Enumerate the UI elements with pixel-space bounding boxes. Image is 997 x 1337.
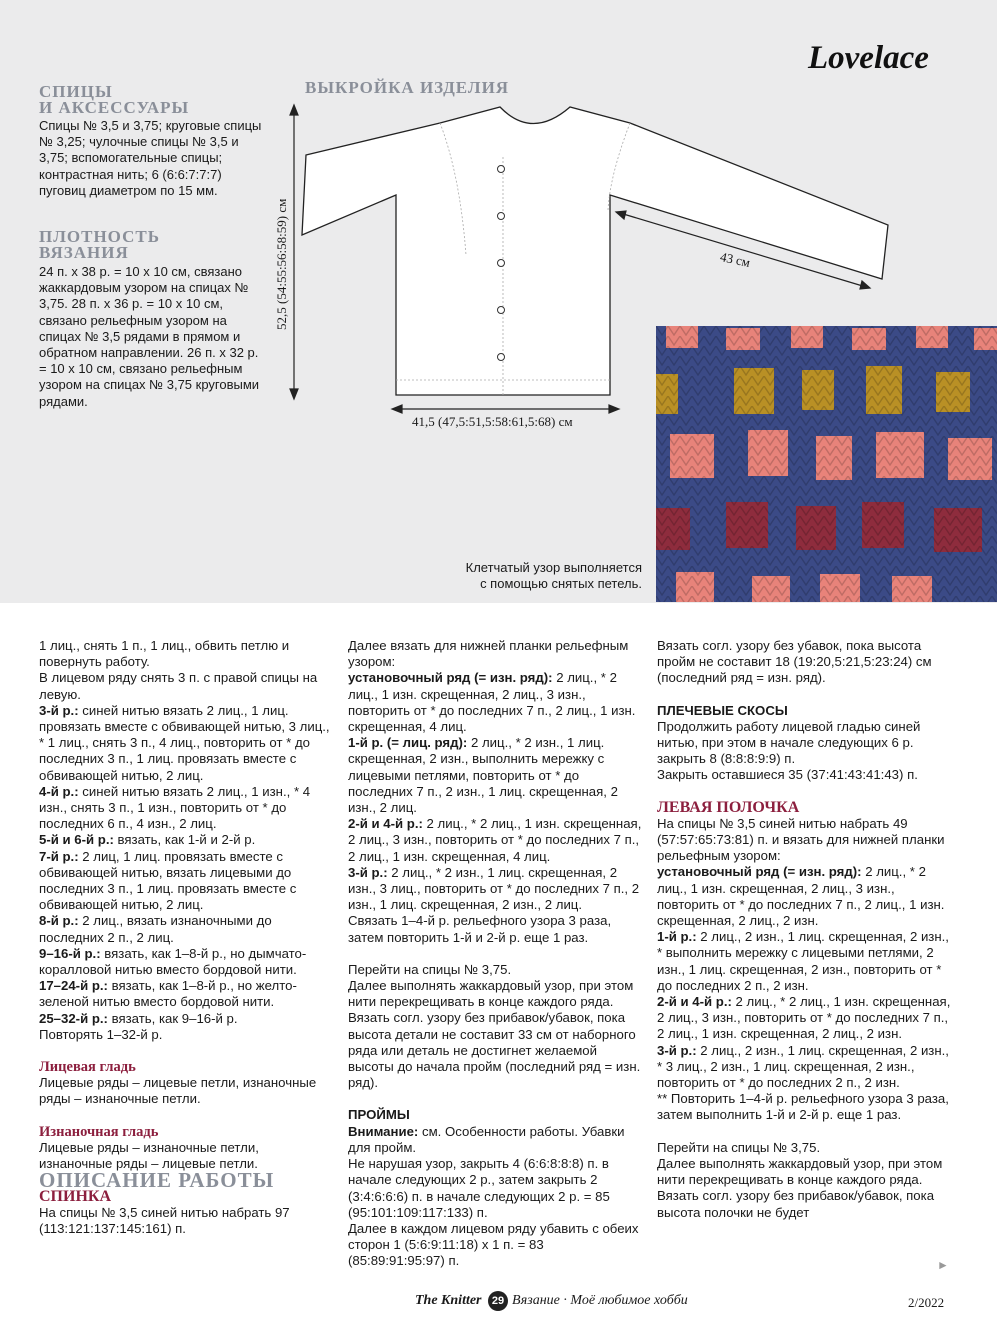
text-paragraph: На спицы № 3,5 синей нитью набрать 49 (57:57:65:73:81) п. и вязать для нижней планки рельефным узором: (657, 815, 945, 864)
row-instruction: 8-й р.: 2 лиц., вязать изнаночными до последних 2 п., 2 лиц. (39, 913, 272, 945)
button-icon (498, 354, 505, 361)
work-description-heading: ОПИСАНИЕ РАБОТЫ (39, 1168, 275, 1193)
row-instruction: установочный ряд (= изн. ряд): 2 лиц., * 2 лиц., 1 изн. скрещенная, 2 лиц., 3 изн., повторить от * до последних 7 п., 2 лиц., 1 изн. скрещенная, 4 лиц. (348, 670, 636, 735)
armholes-heading: ПРОЙМЫ (348, 1107, 410, 1123)
magazine-name: The Knitter (415, 1293, 482, 1308)
row-instruction: 17–24-й р.: вязать, как 1–8-й р., но желто-зеленой нитью вместо бордовой нити. (39, 978, 297, 1010)
text-paragraph: ** Повторить 1–4-й р. рельефного узора 3 раза, затем выполнить 1-й и 2-й р. еще 1 раз. (657, 1091, 949, 1123)
text-paragraph: Повторять 1–32-й р. (39, 1026, 163, 1042)
photo-caption: Клетчатый узор выполняется с помощью снятых петель. (465, 560, 642, 591)
gauge-heading: ПЛОТНОСТЬ ВЯЗАНИЯ (39, 227, 160, 263)
row-instruction: 2-й и 4-й р.: 2 лиц., * 2 лиц., 1 изн. скрещенная, 2 лиц., 3 изн., повторить от * до последних 7 п., 2 лиц., 1 изн. скрещенная, 4 лиц. (348, 816, 642, 864)
width-label: 41,5 (47,5:51,5:58:61,5:68) см (412, 414, 573, 429)
row-instruction: 5-й и 6-й р.: вязать, как 1-й и 2-й р. (39, 832, 256, 848)
text-paragraph: Внимание: см. Особенности работы. Убавки для пройм. (348, 1123, 625, 1155)
text-paragraph: Не нарушая узор, закрыть 4 (6:6:8:8:8) п. в начале следующих 2 р., затем закрыть 2 (3:4:6:6:6) п. в начале следующих 2 р. = 85 (95:101:109:117:133) п. (348, 1156, 610, 1220)
tools-heading: СПИЦЫ И АКСЕССУАРЫ (39, 82, 190, 117)
text-paragraph: Далее вязать для нижней планки рельефным узором: (348, 638, 629, 670)
text-paragraph: Закрыть оставшиеся 35 (37:41:43:41:43) п. (657, 767, 918, 783)
button-icon (498, 307, 505, 314)
column-2 (348, 638, 643, 1270)
text-paragraph: Перейти на спицы № 3,75. (348, 961, 512, 977)
row-instruction: 25–32-й р.: вязать, как 9–16-й р. (39, 1010, 238, 1026)
text-paragraph: Продолжить работу лицевой гладью синей нитью, при этом в начале следующих 6 р. закрыть 8 (8:8:8:9:9) п. (657, 718, 921, 767)
sleeve-label: 43 см (718, 249, 752, 270)
button-icon (498, 260, 505, 267)
materials-block (39, 84, 264, 410)
column-3 (657, 638, 952, 1221)
tools-text: Спицы № 3,5 и 3,75; круговые спицы № 3,25; чулочные спицы № 3,5 и 3,75; вспомогательные спицы; контрастная нить; 6 (6:6:7:7:7) пуговиц диаметром по 15 мм. (39, 118, 262, 198)
column-1 (39, 638, 334, 1237)
back-heading: СПИНКА (39, 1187, 112, 1205)
row-instruction: 9–16-й р.: вязать, как 1–8-й р., но дымчато-коралловой нитью вместо бордовой нити. (39, 945, 307, 978)
text-paragraph: Вязать согл. узору без убавок, пока высота пройм не составит 18 (19:20,5:21,5:23:24) см (последний ряд = изн. ряд). (657, 638, 932, 686)
text-paragraph: Лицевые ряды – лицевые петли, изнаночные ряды – изнаночные петли. (39, 1075, 317, 1107)
knit-swatch-photo (656, 326, 997, 602)
next-page-arrow-icon: ► (937, 1258, 949, 1272)
page-number: 29 (488, 1291, 508, 1311)
height-label: 52,5 (54:55:56:58:59) см (274, 198, 289, 330)
row-instruction: 1-й р.: 2 лиц., 2 изн., 1 лиц. скрещенная, 2 изн., * выполнить мережку с лицевыми петлями, 2 изн., 1 лиц. скрещенная, 2 изн., повторить от * до последних 2 п., 2 изн. (657, 929, 949, 993)
issue-number: 2/2022 (908, 1295, 945, 1310)
button-icon (498, 166, 505, 173)
text-paragraph: На спицы № 3,5 синей нитью набрать 97 (113:121:137:145:161) п. (39, 1204, 290, 1236)
brand-title: Lovelace (808, 40, 929, 76)
row-instruction: 2-й и 4-й р.: 2 лиц., * 2 лиц., 1 изн. скрещенная, 2 лиц., 3 изн., повторить от * до последних 7 п., 2 лиц., 1 изн. скрещенная, 2 лиц., 2 изн. (657, 994, 951, 1042)
page-footer (0, 1291, 997, 1315)
text-paragraph: В лицевом ряду снять 3 п. с правой спицы на левую. (39, 670, 318, 702)
shoulder-heading: ПЛЕЧЕВЫЕ СКОСЫ (657, 702, 788, 718)
text-paragraph: 1 лиц., снять 1 п., 1 лиц., обвить петлю и повернуть работу. (39, 638, 290, 670)
text-paragraph: Далее выполнять жаккардовый узор, при этом нити перекрещивать в конце каждого ряда. Вязать согл. узору без прибавок/убавок, пока высота полочки не будет (657, 1155, 943, 1220)
row-instruction: 1-й р. (= лиц. ряд): 2 лиц., * 2 изн., 1 лиц. скрещенная, 2 изн., выполнить мережку с лицевыми петлями, повторить от * до последних 7 п., 2 изн., 1 лиц. скрещенная, 2 изн., 2 лиц. (348, 735, 618, 816)
button-icon (498, 213, 505, 220)
stockinette-heading: Лицевая гладь (39, 1059, 136, 1076)
text-paragraph: Лицевые ряды – изнаночные петли, изнаночные ряды – лицевые петли. (39, 1139, 259, 1172)
magazine-subtitle: Вязание · Моё любимое хобби (512, 1293, 688, 1308)
row-instruction: установочный ряд (= изн. ряд): 2 лиц., * 2 лиц., 1 изн. скрещенная, 2 лиц., 3 изн., повторить от * до последних 7 п., 2 лиц., 1 изн. скрещенная, 2 лиц., 2 изн. (657, 864, 945, 929)
row-instruction: 3-й р.: 2 лиц., * 2 изн., 1 лиц. скрещенная, 2 изн., 3 лиц., повторить от * до последних 7 п., 2 изн., 1 лиц. скрещенная, 2 изн., 2 лиц. (348, 864, 640, 913)
text-paragraph: Перейти на спицы № 3,75. (657, 1139, 821, 1155)
text-paragraph: Далее выполнять жаккардовый узор, при этом нити перекрещивать в конце каждого ряда. Вязать согл. узору без прибавок/убавок, пока высота детали не составит 33 см от наборного ряда или деталь не достигнет желаемой высоты до начала пройм (последний ряд = изн. ряд). (348, 978, 641, 1091)
gauge-text: 24 п. х 38 р. = 10 х 10 см, связано жаккардовым узором на спицах № 3,75. 28 п. х 36 р. = 10 х 10 см, связано рельефным узором на спицах № 3,5 рядами в прямом и обратном направлении. 26 п. х 32 р. = 10 х 10 см, связано рельефным узором на спицах № 3,75 круговыми рядами. (39, 264, 260, 409)
reverse-heading: Изнаночная гладь (39, 1123, 159, 1140)
row-instruction: 4-й р.: синей нитью вязать 2 лиц., 1 изн., * 4 изн., снять 3 п., 1 изн., повторить от * до последних 6 п., 4 изн., 2 лиц. (39, 783, 311, 832)
row-instruction: 3-й р.: синей нитью вязать 2 лиц., 1 лиц. провязать вместе с обвивающей нитью, 3 лиц., * 1 лиц., снять 3 п., 4 лиц., повторить от * до последних 3 п., 1 лиц. провязать вместе с обвивающей нитью, 2 лиц. (39, 702, 330, 783)
text-paragraph: Связать 1–4-й р. рельефного узора 3 раза, затем повторить 1-й и 2-й р. еще 1 раз. (348, 913, 612, 945)
row-instruction: 3-й р.: 2 лиц., 2 изн., 1 лиц. скрещенная, 2 изн., * 3 лиц., 2 изн., 1 лиц. скрещенная, 2 изн., повторить от * до последних 2 п., 2 изн. (657, 1042, 949, 1091)
left-front-heading: ЛЕВАЯ ПОЛОЧКА (657, 798, 800, 816)
schematic-heading: ВЫКРОЙКА ИЗДЕЛИЯ (305, 78, 510, 97)
row-instruction: 7-й р.: 2 лиц, 1 лиц. провязать вместе с обвивающей нитью, вязать лицевыми до последних 3 п., 1 лиц. провязать вместе с обвивающей нитью, 2 лиц. (39, 848, 297, 913)
text-paragraph: Далее в каждом лицевом ряду убавить с обеих сторон 1 (5:6:9:11:18) х 1 п. = 83 (85:89:91:95:97) п. (348, 1220, 639, 1269)
